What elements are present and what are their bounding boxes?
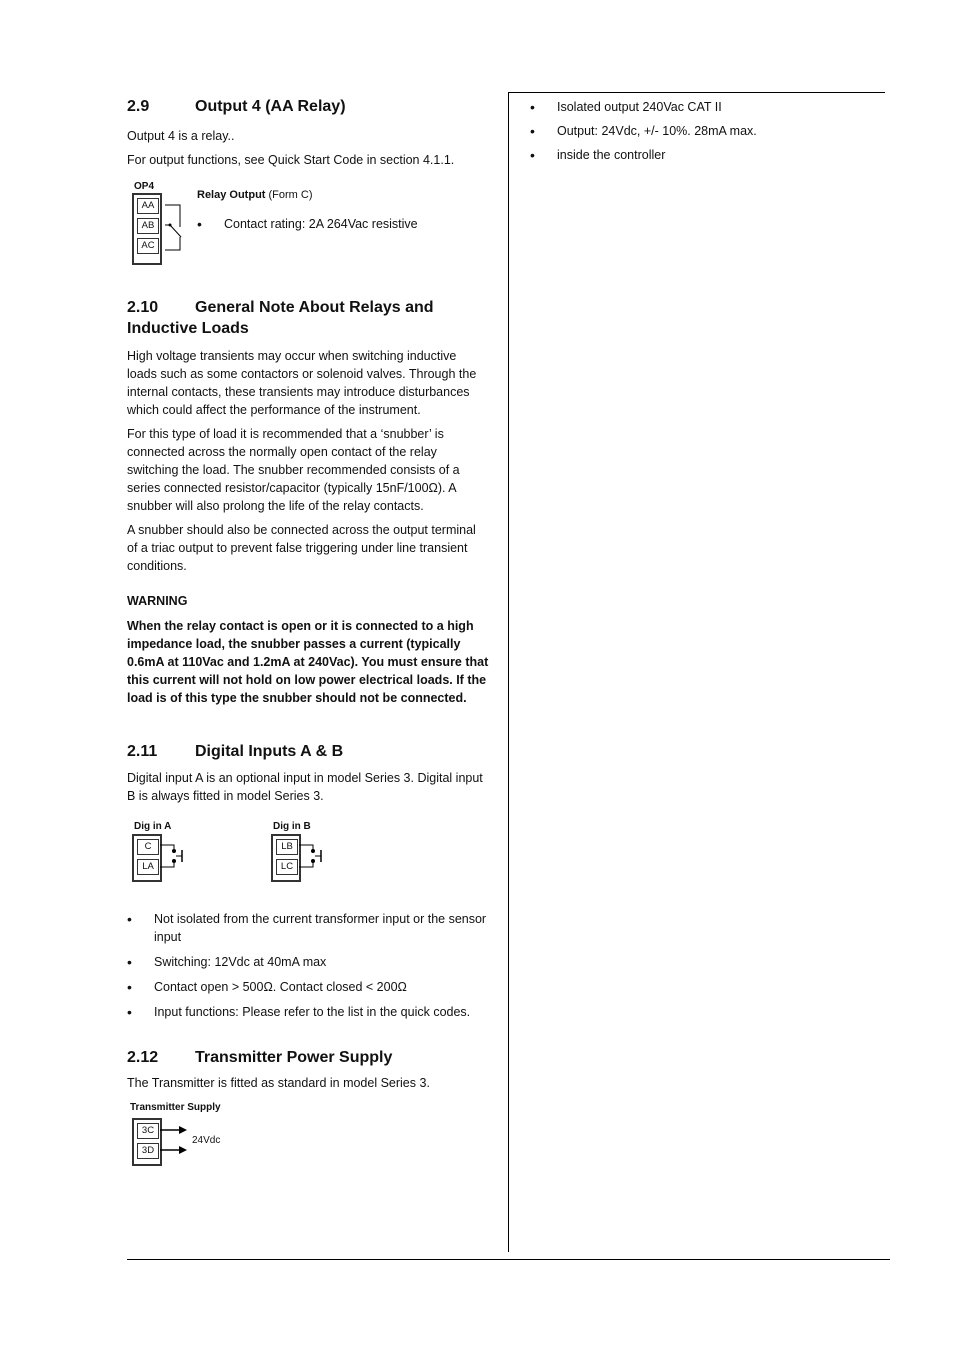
section-number: 2.11 [127,743,158,760]
dig-in-a-label: Dig in A [134,821,172,832]
digital-inputs-diagram [127,815,489,903]
paragraph: A snubber should also be connected across the output terminal of a triac output to prevent false triggering under line transient conditions. [127,523,476,573]
section-title-line1: General Note About Relays and [195,299,434,316]
warning-text: When the relay contact is open or it is connected to a high impedance load, the snubber passes a current (typically 0.6mA at 110Vac and 1.2mA at 240Vac). You must ensure that this current will not hold on low power electrical loads. If the load is of this type the snubber should not be connected. [127,619,489,705]
list-item: • Switching: 12Vdc at 40mA max [127,953,489,971]
column-divider [508,92,509,1252]
section-2-9-heading [127,96,489,118]
left-column [127,96,489,1170]
terminal-lb: LB [276,839,298,855]
relay-output-label [197,189,313,201]
paragraph: Digital input A is an optional input in model Series 3. Digital input B is always fitted in model Series 3. [127,771,483,803]
relay-contact-symbol [160,193,200,273]
dig-in-b-label: Dig in B [273,821,311,832]
terminal-block-b [271,834,301,882]
transmitter-supply-diagram [127,1098,489,1170]
terminal-block-transmitter [132,1118,162,1166]
terminal-block [132,193,162,265]
list-item: • inside the controller [530,146,860,164]
right-column [530,98,860,170]
switch-a-symbol [160,834,190,878]
warning-heading: WARNING [127,594,188,608]
terminal-ac: AC [137,238,159,254]
bottom-rule [127,1259,890,1260]
section-number: 2.12 [127,1049,159,1066]
section-2-12-heading [127,1047,489,1068]
paragraph: For output functions, see Quick Start Code in section 4.1.1. [127,153,455,167]
section-2-10-heading [127,297,489,339]
output-arrows [160,1118,190,1162]
paragraph: High voltage transients may occur when switching inductive loads such as some contactors or solenoid valves. Through the internal contacts, these transients may introduce disturbances which could affect the performance of the instrument. [127,349,477,417]
relay-output-title: Relay Output [197,189,266,201]
relay-bullets [197,215,477,240]
terminal-c: C [137,839,159,855]
section-title-line2: Inductive Loads [127,320,249,337]
section-title: Output 4 (AA Relay) [195,98,346,115]
terminal-3d: 3D [137,1143,159,1159]
transmitter-bullets [530,98,860,164]
list-item: • Input functions: Please refer to the list in the quick codes. [127,1003,489,1021]
terminal-lc: LC [276,859,298,875]
terminal-3c: 3C [137,1123,159,1139]
transmitter-supply-label: Transmitter Supply [130,1102,221,1113]
paragraph: Output 4 is a relay.. [127,129,235,143]
terminal-block-a [132,834,162,882]
terminal-aa: AA [137,198,159,214]
paragraph: The Transmitter is fitted as standard in model Series 3. [127,1076,430,1090]
switch-b-symbol [299,834,329,878]
voltage-label: 24Vdc [192,1135,221,1146]
section-number: 2.9 [127,98,150,115]
top-rule [509,92,885,93]
section-2-11-heading [127,741,489,762]
list-item: • Output: 24Vdc, +/- 10%. 28mA max. [530,122,860,140]
list-item: • Contact open > 500Ω. Contact closed < 200Ω [127,978,489,996]
digital-input-bullets [127,910,489,1021]
terminal-la: LA [137,859,159,875]
section-title: Transmitter Power Supply [195,1049,393,1066]
op4-relay-diagram [127,175,489,275]
op4-label: OP4 [134,181,155,192]
list-item: • Not isolated from the current transformer input or the sensor input [127,910,489,946]
section-number: 2.10 [127,299,159,316]
relay-output-form: (Form C) [268,189,313,201]
list-item: • Isolated output 240Vac CAT II [530,98,860,116]
terminal-ab: AB [137,218,159,234]
section-title: Digital Inputs A & B [195,743,344,760]
paragraph: For this type of load it is recommended that a ‘snubber’ is connected across the normally open contact of the relay switching the load. The snubber recommended consists of a series connected resistor/capacitor (typically 15nF/100Ω). A snubber will also prolong the life of the relay contacts. [127,427,460,513]
list-item: • Contact rating: 2A 264Vac resistive [197,215,477,233]
